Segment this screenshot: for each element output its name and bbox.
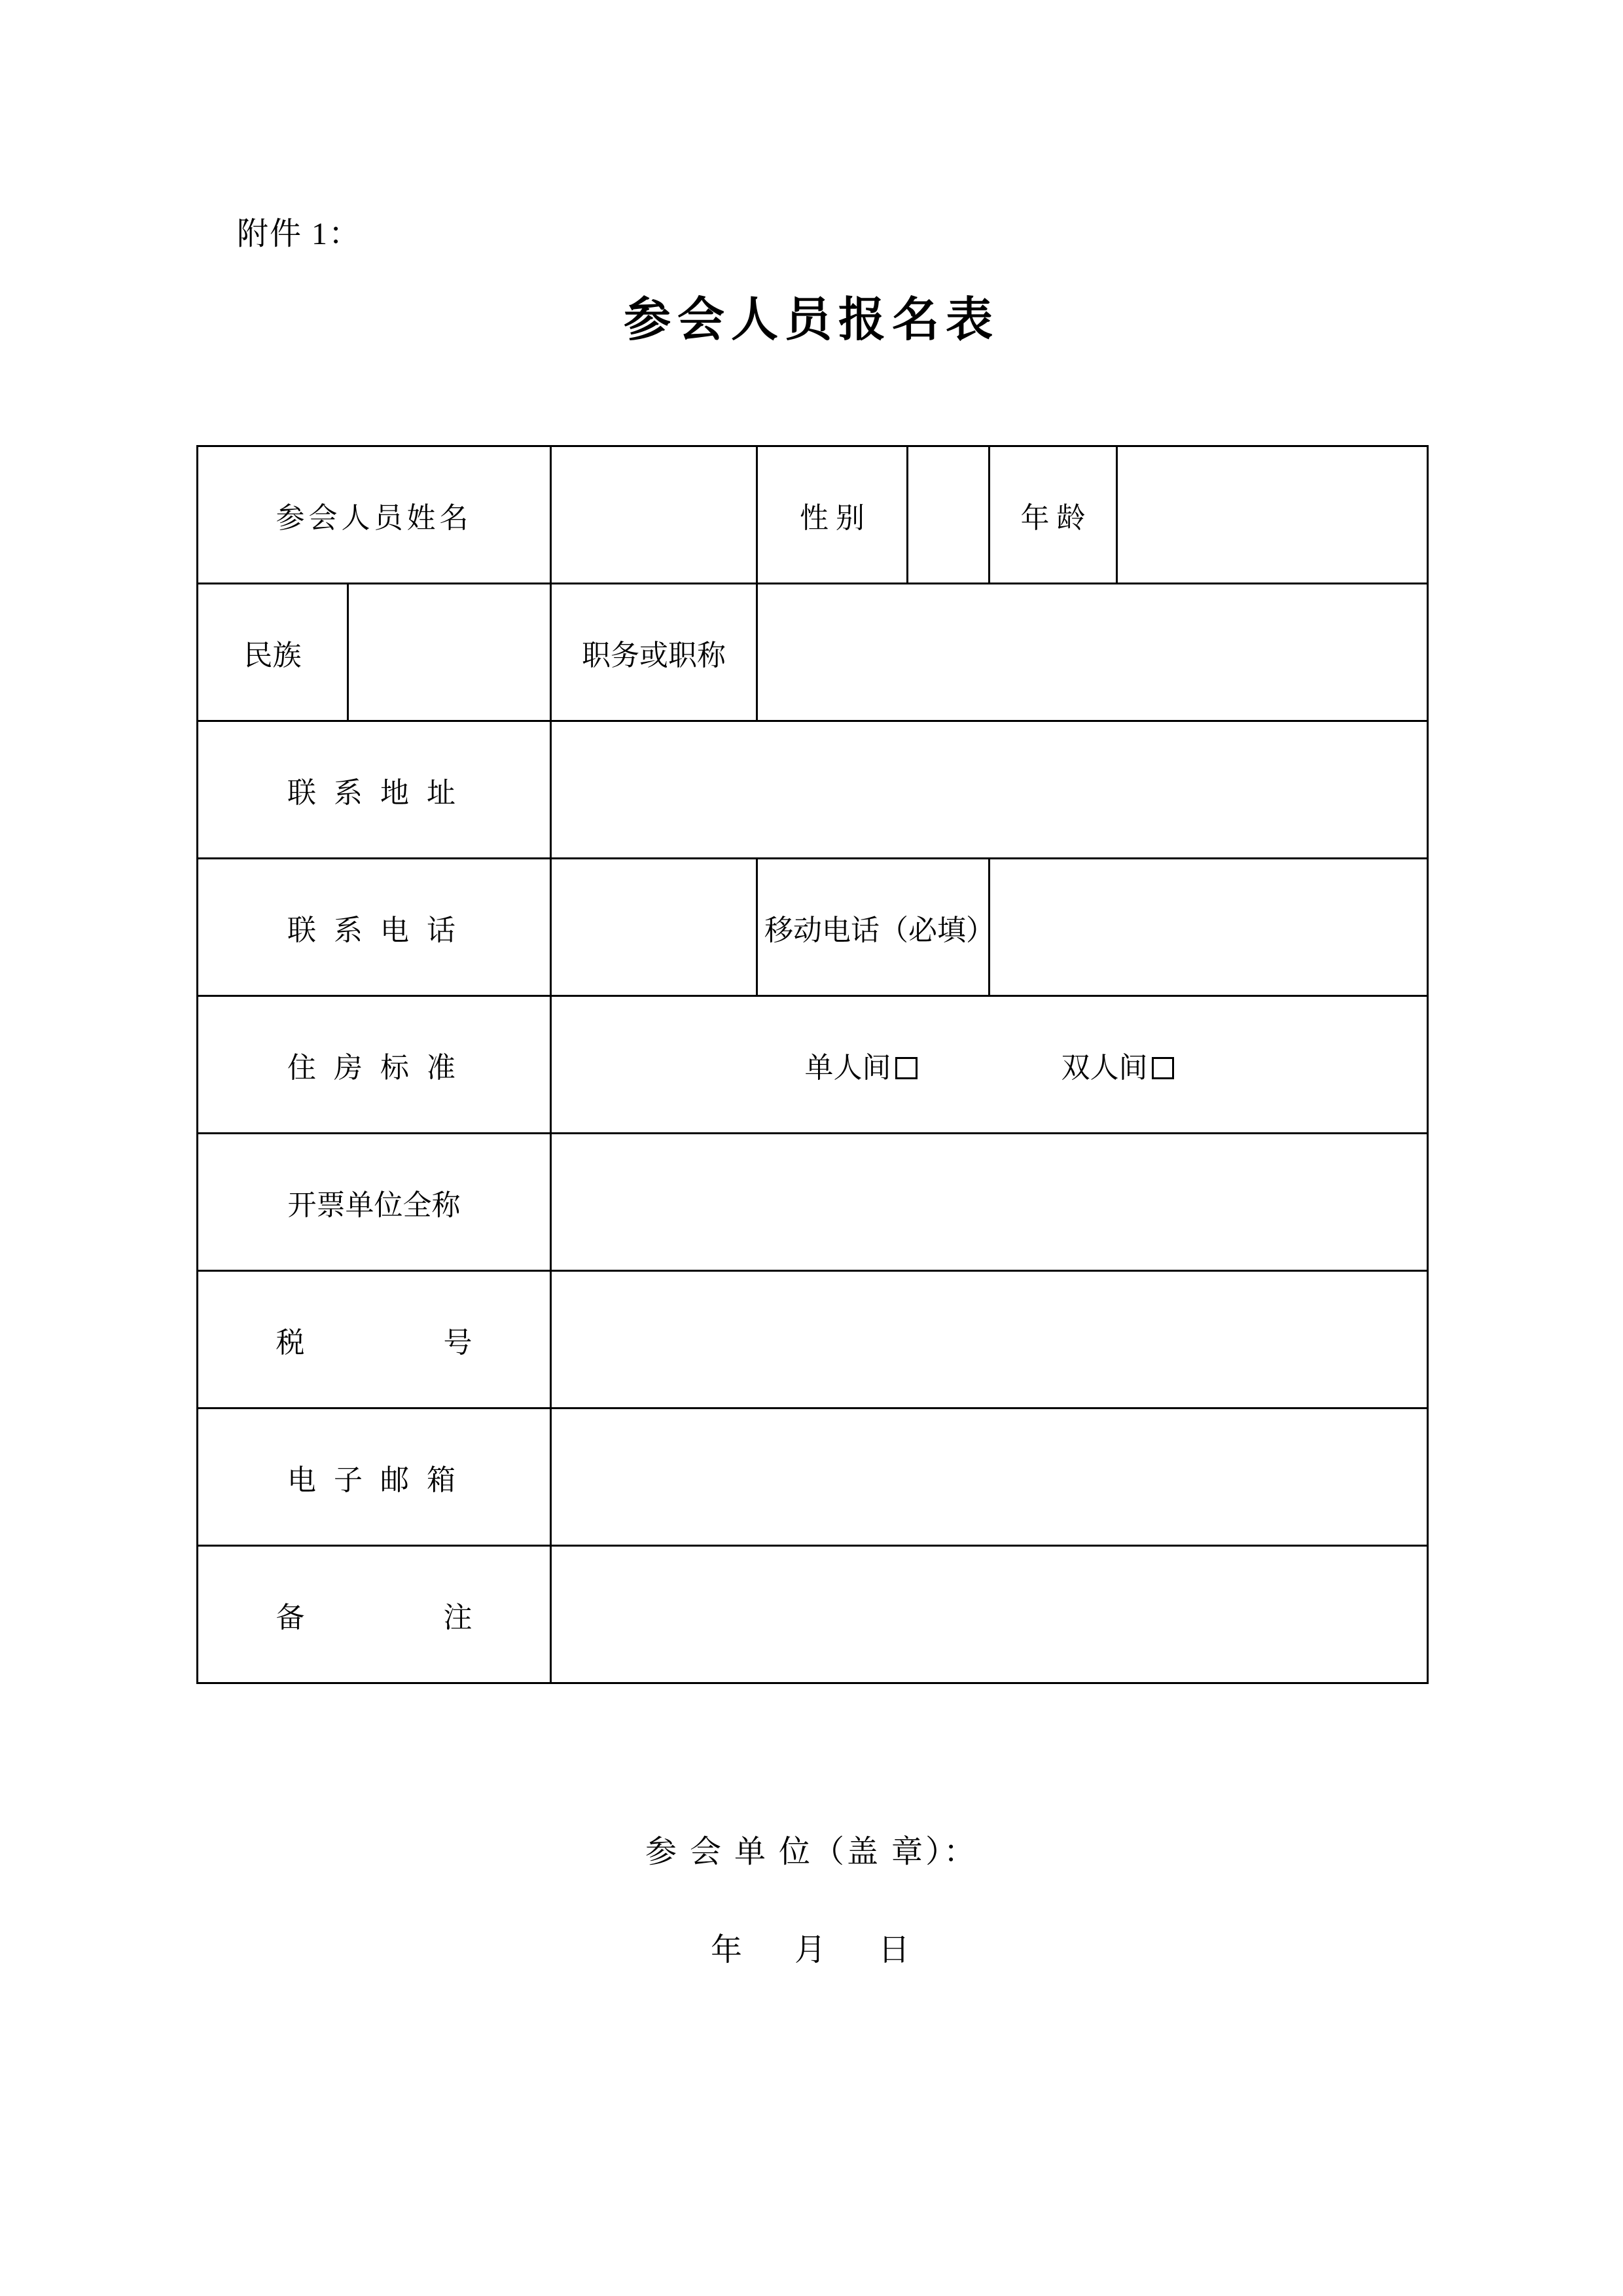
footer-month: 月	[794, 1933, 829, 1967]
label-tax-number-text: 税 号	[276, 1326, 473, 1359]
label-tax-number	[198, 1271, 551, 1408]
field-invoice-company[interactable]	[551, 1134, 1428, 1271]
table-row	[198, 446, 1428, 584]
label-room-standard: 住 房 标 准	[198, 996, 551, 1134]
checkbox-single-room[interactable]	[895, 1057, 918, 1079]
label-age: 年 龄	[990, 446, 1117, 584]
table-row	[198, 1546, 1428, 1683]
option-single-room[interactable]	[805, 1044, 918, 1086]
table-row	[198, 721, 1428, 859]
page-title: 参会人员报名表	[623, 294, 999, 346]
label-email: 电 子 邮 箱	[198, 1408, 551, 1546]
field-remarks[interactable]	[551, 1546, 1428, 1683]
field-contact-address[interactable]	[551, 721, 1428, 859]
checkbox-double-room[interactable]	[1152, 1057, 1174, 1079]
option-double-room-label: 双人间	[1061, 1051, 1148, 1084]
option-double-room[interactable]	[1061, 1044, 1174, 1086]
field-gender[interactable]	[908, 446, 990, 584]
label-remarks-text: 备 注	[276, 1601, 473, 1634]
footer-seal-line: 参 会 单 位（盖 章）：	[645, 1835, 978, 1869]
field-tax-number[interactable]	[551, 1271, 1428, 1408]
table-row	[198, 1134, 1428, 1271]
label-position-title: 职务或职称	[551, 584, 757, 721]
field-contact-phone[interactable]	[551, 859, 757, 996]
field-room-standard	[551, 996, 1428, 1134]
label-remarks	[198, 1546, 551, 1683]
label-contact-address: 联 系 地 址	[198, 721, 551, 859]
option-single-room-label: 单人间	[804, 1051, 891, 1084]
attachment-label: 附件 1：	[237, 217, 362, 251]
field-ethnicity[interactable]	[348, 584, 551, 721]
table-row	[198, 1408, 1428, 1546]
field-email[interactable]	[551, 1408, 1428, 1546]
table-row	[198, 996, 1428, 1134]
footer-day: 日	[878, 1933, 913, 1967]
field-age[interactable]	[1117, 446, 1428, 584]
label-ethnicity: 民族	[198, 584, 348, 721]
field-participant-name[interactable]	[551, 446, 757, 584]
table-row	[198, 584, 1428, 721]
label-participant-name: 参会人员姓名	[198, 446, 551, 584]
label-mobile-phone: 移动电话（必填）	[757, 859, 990, 996]
footer-year: 年	[710, 1933, 745, 1967]
label-gender: 性 别	[757, 446, 908, 584]
field-position-title[interactable]	[757, 584, 1428, 721]
label-contact-phone: 联 系 电 话	[198, 859, 551, 996]
field-mobile-phone[interactable]	[990, 859, 1428, 996]
label-invoice-company: 开票单位全称	[198, 1134, 551, 1271]
registration-form-table	[196, 445, 1429, 1684]
footer-date-line	[0, 1924, 1623, 1969]
table-row	[198, 859, 1428, 996]
table-row	[198, 1271, 1428, 1408]
